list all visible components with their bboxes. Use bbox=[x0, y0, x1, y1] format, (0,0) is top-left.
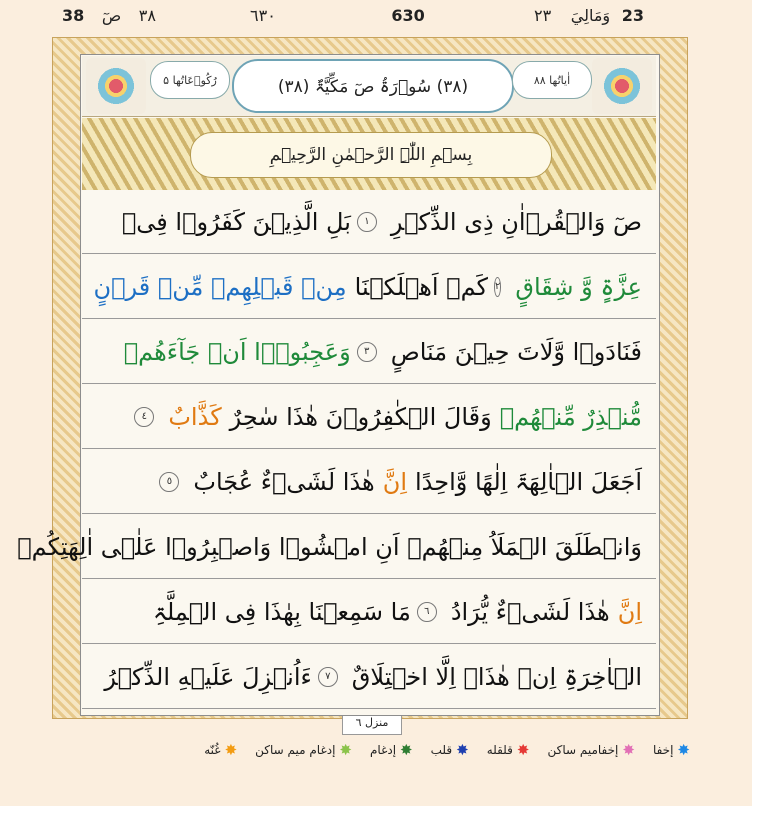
legend-item bbox=[547, 740, 635, 759]
tajweed-legend bbox=[100, 737, 690, 763]
ayah-number-marker: ١ bbox=[357, 212, 377, 232]
surah-number: 38 bbox=[62, 6, 85, 25]
verse-line bbox=[82, 255, 656, 319]
para-name: وَمَالِيَ bbox=[570, 6, 611, 25]
floral-ornament-icon bbox=[86, 58, 146, 114]
verse-text: مِنۡ قَبۡلِهِمۡ مِّنۡ قَرۡنٍ bbox=[93, 272, 347, 301]
legend-label: قلقله bbox=[486, 743, 513, 757]
verse-text: عِزَّۃٍ وَّ شِقَاقٍ bbox=[515, 272, 642, 301]
surah-letter: صٓ bbox=[101, 6, 122, 25]
legend-star-icon: ✸ bbox=[456, 740, 469, 759]
verse-text: اِنۡ هٰذَاۤ اِلَّا اخۡتِلَاقٌ bbox=[351, 662, 557, 691]
verse-text: وَعَجِبُوۡۤا اَنۡ جَآءَهُمۡ bbox=[123, 337, 351, 366]
verse-line bbox=[82, 580, 656, 644]
ayah-number-marker: ٧ bbox=[318, 667, 338, 687]
legend-star-icon: ✸ bbox=[516, 740, 530, 759]
legend-item bbox=[430, 740, 469, 759]
ruku-count-label: رُکُوۡعَاتُھا ۵ bbox=[150, 61, 230, 99]
ayah-number-marker: ٣ bbox=[357, 342, 377, 362]
verse-text: هٰذَا لَشَیۡءٌ عُجَابٌ bbox=[193, 467, 375, 496]
ayah-number-marker: ٤ bbox=[134, 407, 154, 427]
legend-star-icon: ✸ bbox=[224, 740, 238, 759]
verse-text: اِنَّ bbox=[617, 597, 642, 626]
ayah-number-marker: ٥ bbox=[159, 472, 179, 492]
manzil-label: منزل ٦ bbox=[342, 716, 402, 735]
page-number: 630 bbox=[391, 6, 425, 25]
legend-label: إخفا bbox=[652, 743, 674, 757]
legend-label: قلب bbox=[430, 743, 453, 757]
verse-line bbox=[17, 515, 656, 579]
legend-star-icon: ✸ bbox=[622, 740, 635, 759]
verse-text: وَقَالَ الۡکٰفِرُوۡنَ هٰذَا سٰحِرٌ bbox=[229, 402, 492, 431]
legend-item bbox=[255, 740, 352, 759]
verse-text: کَذَّابٌ bbox=[168, 402, 222, 431]
legend-star-icon: ✸ bbox=[339, 740, 352, 759]
legend-star-icon: ✸ bbox=[677, 740, 690, 759]
legend-label: إخفاميم ساكن bbox=[547, 743, 619, 757]
verse-text: فَنَادَوۡا وَّلَاتَ حِیۡنَ مَنَاصٍ bbox=[390, 337, 642, 366]
ayah-number-marker: ٢ bbox=[494, 277, 501, 297]
verse-text: هٰذَا لَشَیۡءٌ یُّرَادُ bbox=[450, 597, 610, 626]
legend-item bbox=[370, 740, 413, 759]
legend-item bbox=[486, 740, 530, 759]
ayah-count-label: اٰیاتُھا ۸۸ bbox=[512, 61, 592, 99]
header-center bbox=[250, 6, 500, 30]
verse-line bbox=[82, 645, 656, 709]
verse-text: الۡاٰخِرَۃِ bbox=[564, 662, 642, 691]
para-number-arabic: ٢٣ bbox=[534, 6, 552, 25]
verse-line bbox=[82, 320, 656, 384]
legend-label: إدغام ميم ساكن bbox=[255, 743, 336, 757]
surah-title: (٣٨) سُوۡرَۃُ صٓ مَکِّیَّۃٌ (٣٨) bbox=[232, 59, 514, 113]
floral-ornament-icon bbox=[592, 58, 652, 114]
legend-item bbox=[652, 740, 690, 759]
verse-text: ءَاُنۡزِلَ عَلَیۡهِ الذِّکۡرُ bbox=[104, 662, 312, 691]
page-number-arabic: ٦٣٠ bbox=[250, 6, 276, 25]
bismillah: بِسۡمِ اللّٰہِ الرَّحۡمٰنِ الرَّحِیۡمِ bbox=[190, 132, 552, 178]
verse-text: مُّنۡذِرٌ مِّنۡهُمۡ bbox=[499, 402, 642, 431]
ayah-number-marker: ٦ bbox=[417, 602, 437, 622]
verse-line bbox=[82, 385, 656, 449]
para-number: 23 bbox=[621, 6, 644, 25]
legend-label: إدغام bbox=[370, 743, 397, 757]
header-left bbox=[62, 6, 182, 30]
legend-label: غُنّه bbox=[204, 743, 221, 757]
verse-line bbox=[82, 190, 656, 254]
legend-star-icon: ✸ bbox=[400, 740, 413, 759]
header-right bbox=[534, 6, 644, 30]
verse-text: صٓ وَالۡقُرۡاٰنِ ذِی الذِّکۡرِ bbox=[390, 207, 642, 236]
surah-number-arabic: ٣٨ bbox=[138, 6, 156, 25]
verse-text: اِنَّ bbox=[382, 467, 407, 496]
verse-text: اَجَعَلَ الۡاٰلِهَۃَ اِلٰهًا وَّاحِدًا bbox=[415, 467, 642, 496]
verse-text: کَمۡ اَهۡلَکۡنَا bbox=[354, 272, 488, 301]
verse-text: وَانۡطَلَقَ الۡمَلَاُ مِنۡهُمۡ اَنِ امۡشُوۡا وَاصۡبِرُوۡا عَلٰۤی اٰلِهَتِکُمۡ bbox=[17, 532, 642, 561]
verse-text: مَا سَمِعۡنَا بِهٰذَا فِی الۡمِلَّۃِ bbox=[152, 597, 411, 626]
verse-text: بَلِ الَّذِیۡنَ کَفَرُوۡا فِیۡ bbox=[121, 207, 351, 236]
legend-item bbox=[204, 740, 238, 759]
verse-line bbox=[82, 450, 656, 514]
